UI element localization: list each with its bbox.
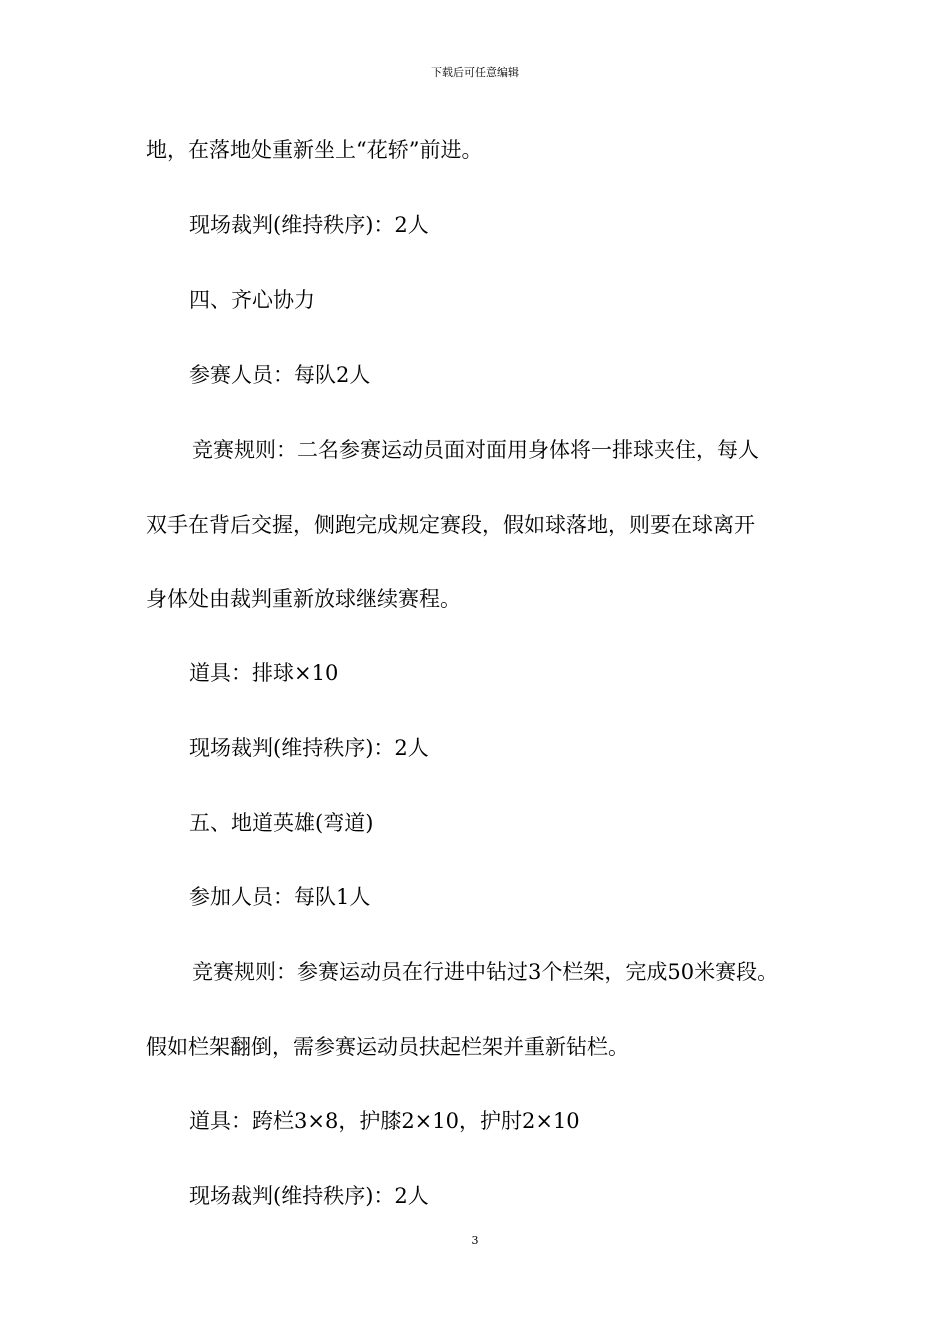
paragraph-line: 现场裁判(维持秩序)：2人 xyxy=(189,213,429,237)
page-number: 3 xyxy=(471,1234,479,1247)
page-header: 下载后可任意编辑 xyxy=(431,66,519,79)
paragraph-line: 参加人员：每队1人 xyxy=(189,885,371,909)
paragraph-line: 双手在背后交握，侧跑完成规定赛段，假如球落地，则要在球离开 xyxy=(146,513,755,537)
paragraph-line: 竞赛规则：二名参赛运动员面对面用身体将一排球夹住，每人 xyxy=(192,438,759,462)
section-heading: 四、齐心协力 xyxy=(189,288,315,312)
paragraph-line: 身体处由裁判重新放球继续赛程。 xyxy=(146,587,461,611)
paragraph-line: 地，在落地处重新坐上“花轿”前进。 xyxy=(146,138,483,162)
paragraph-line: 假如栏架翻倒，需参赛运动员扶起栏架并重新钻栏。 xyxy=(146,1035,629,1059)
section-heading: 五、地道英雄(弯道) xyxy=(189,811,374,835)
paragraph-line: 现场裁判(维持秩序)：2人 xyxy=(189,736,429,760)
paragraph-line: 道具：跨栏3×8，护膝2×10，护肘2×10 xyxy=(189,1109,580,1133)
paragraph-line: 参赛人员：每队2人 xyxy=(189,363,371,387)
paragraph-line: 竞赛规则：参赛运动员在行进中钻过3个栏架，完成50米赛段。 xyxy=(192,960,779,984)
paragraph-line: 现场裁判(维持秩序)：2人 xyxy=(189,1184,429,1208)
paragraph-line: 道具：排球×10 xyxy=(189,661,339,685)
